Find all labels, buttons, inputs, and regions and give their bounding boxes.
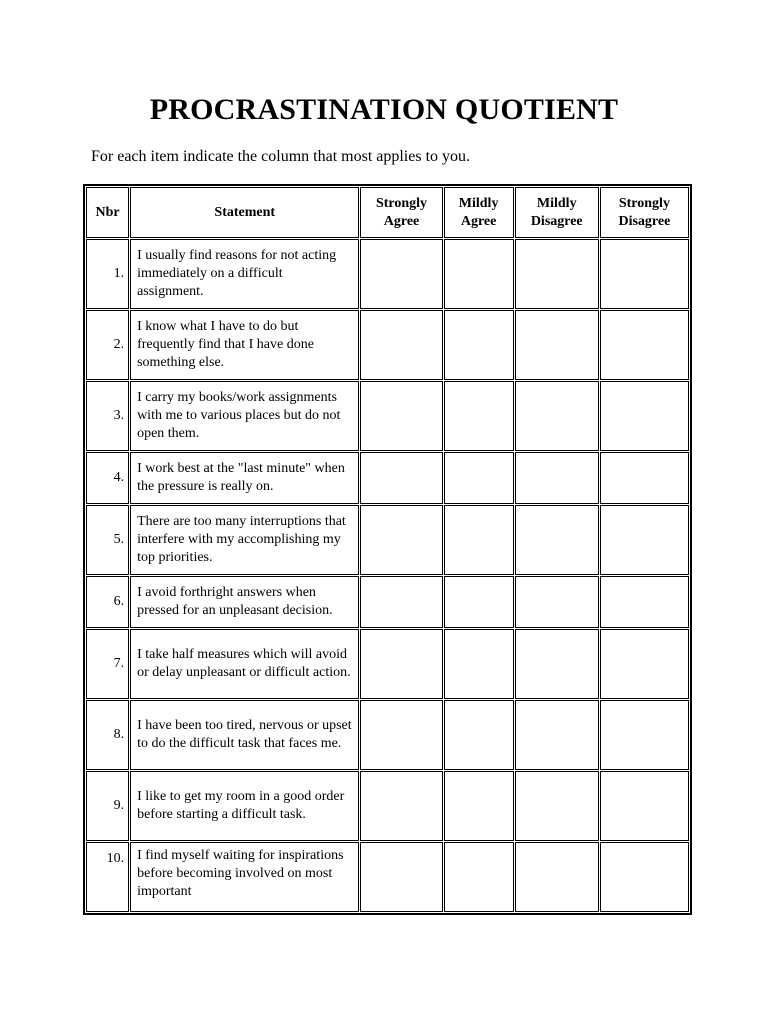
row-number: 4. <box>86 452 129 504</box>
mildly-disagree-cell[interactable] <box>515 505 599 575</box>
table-row <box>86 700 689 770</box>
mildly-agree-cell[interactable] <box>444 771 514 841</box>
mildly-agree-cell[interactable] <box>444 381 514 451</box>
mildly-disagree-cell[interactable] <box>515 381 599 451</box>
strongly-agree-cell[interactable] <box>360 842 442 912</box>
strongly-disagree-cell[interactable] <box>600 452 689 504</box>
header-mildly-disagree-line2: Disagree <box>530 213 583 229</box>
header-mildly-disagree-line1: Mildly <box>536 195 577 211</box>
strongly-agree-cell[interactable] <box>360 576 442 628</box>
row-number: 3. <box>86 381 129 451</box>
strongly-disagree-cell[interactable] <box>600 700 689 770</box>
strongly-disagree-cell[interactable] <box>600 576 689 628</box>
table-row <box>86 310 689 380</box>
table-row <box>86 505 689 575</box>
header-strongly-disagree-line1: Strongly <box>618 195 670 211</box>
strongly-agree-cell[interactable] <box>360 505 442 575</box>
strongly-agree-cell[interactable] <box>360 381 442 451</box>
header-mildly-agree <box>444 187 514 238</box>
row-number: 8. <box>86 700 129 770</box>
row-statement: I usually find reasons for not acting immediately on a difficult assignment. <box>130 239 359 309</box>
header-mildly-agree-line2: Agree <box>460 213 497 229</box>
strongly-disagree-cell[interactable] <box>600 310 689 380</box>
row-number: 1. <box>86 239 129 309</box>
table-row <box>86 842 689 912</box>
row-number: 2. <box>86 310 129 380</box>
table-row <box>86 576 689 628</box>
mildly-disagree-cell[interactable] <box>515 239 599 309</box>
row-statement: I like to get my room in a good order before starting a difficult task. <box>130 771 359 841</box>
header-mildly-disagree <box>515 187 599 238</box>
strongly-disagree-cell[interactable] <box>600 629 689 699</box>
row-statement: I work best at the "last minute" when the pressure is really on. <box>130 452 359 504</box>
row-number: 6. <box>86 576 129 628</box>
row-statement: I find myself waiting for inspirations before becoming involved on most important <box>130 842 359 912</box>
row-number: 10. <box>86 842 129 912</box>
questionnaire-table-container <box>83 184 692 915</box>
mildly-agree-cell[interactable] <box>444 576 514 628</box>
strongly-agree-cell[interactable] <box>360 239 442 309</box>
header-mildly-agree-line1: Mildly <box>458 195 499 211</box>
mildly-disagree-cell[interactable] <box>515 310 599 380</box>
mildly-agree-cell[interactable] <box>444 239 514 309</box>
strongly-agree-cell[interactable] <box>360 629 442 699</box>
row-statement: I know what I have to do but frequently find that I have done something else. <box>130 310 359 380</box>
row-statement: I have been too tired, nervous or upset to do the difficult task that faces me. <box>130 700 359 770</box>
mildly-agree-cell[interactable] <box>444 505 514 575</box>
header-row <box>86 187 689 238</box>
page-title: PROCRASTINATION QUOTIENT <box>149 93 619 126</box>
header-nbr: Nbr <box>86 187 129 238</box>
row-number: 9. <box>86 771 129 841</box>
strongly-agree-cell[interactable] <box>360 310 442 380</box>
mildly-disagree-cell[interactable] <box>515 771 599 841</box>
instructions-text: For each item indicate the column that most applies to you. <box>91 148 471 165</box>
mildly-agree-cell[interactable] <box>444 629 514 699</box>
row-number: 7. <box>86 629 129 699</box>
mildly-disagree-cell[interactable] <box>515 842 599 912</box>
row-number: 5. <box>86 505 129 575</box>
mildly-disagree-cell[interactable] <box>515 576 599 628</box>
questionnaire-table <box>83 184 692 915</box>
header-strongly-disagree <box>600 187 689 238</box>
strongly-disagree-cell[interactable] <box>600 842 689 912</box>
header-strongly-disagree-line2: Disagree <box>618 213 671 229</box>
table-row <box>86 629 689 699</box>
strongly-agree-cell[interactable] <box>360 771 442 841</box>
strongly-disagree-cell[interactable] <box>600 381 689 451</box>
mildly-disagree-cell[interactable] <box>515 629 599 699</box>
strongly-disagree-cell[interactable] <box>600 239 689 309</box>
table-row <box>86 452 689 504</box>
strongly-disagree-cell[interactable] <box>600 505 689 575</box>
row-statement: I avoid forthright answers when pressed for an unpleasant decision. <box>130 576 359 628</box>
mildly-disagree-cell[interactable] <box>515 452 599 504</box>
mildly-agree-cell[interactable] <box>444 452 514 504</box>
table-row <box>86 239 689 309</box>
strongly-agree-cell[interactable] <box>360 700 442 770</box>
header-strongly-agree-line2: Agree <box>383 213 420 229</box>
header-strongly-agree <box>360 187 442 238</box>
table-row <box>86 771 689 841</box>
mildly-disagree-cell[interactable] <box>515 700 599 770</box>
header-strongly-agree-line1: Strongly <box>375 195 428 211</box>
table-row <box>86 381 689 451</box>
row-statement: There are too many interruptions that interfere with my accomplishing my top priorities. <box>130 505 359 575</box>
mildly-agree-cell[interactable] <box>444 310 514 380</box>
strongly-disagree-cell[interactable] <box>600 771 689 841</box>
mildly-agree-cell[interactable] <box>444 700 514 770</box>
mildly-agree-cell[interactable] <box>444 842 514 912</box>
header-statement: Statement <box>130 187 359 238</box>
strongly-agree-cell[interactable] <box>360 452 442 504</box>
row-statement: I carry my books/work assignments with me to various places but do not open them. <box>130 381 359 451</box>
row-statement: I take half measures which will avoid or delay unpleasant or difficult action. <box>130 629 359 699</box>
